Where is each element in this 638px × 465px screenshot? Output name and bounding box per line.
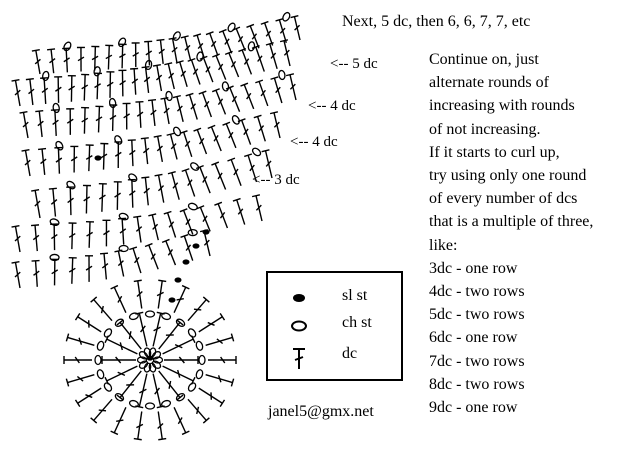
legend-label-sl-st: sl st bbox=[342, 287, 368, 304]
dc-stitch-symbol bbox=[75, 313, 103, 335]
dc-stitch-symbol bbox=[20, 112, 32, 139]
dc-stitch-symbol bbox=[133, 216, 145, 243]
stitch-legend bbox=[266, 271, 403, 381]
ch-stitch-symbol bbox=[103, 328, 113, 339]
dc-stitch-symbol bbox=[134, 411, 146, 440]
row-rule: 9dc - one row bbox=[429, 399, 518, 417]
dc-stitch-symbol bbox=[40, 78, 50, 104]
dc-stitch-symbol bbox=[70, 146, 78, 172]
dc-stitch-symbol bbox=[186, 93, 201, 120]
header-text: Next, 5 dc, then 6, 6, 7, 7, etc bbox=[342, 13, 531, 30]
dc-stitch-symbol bbox=[51, 110, 60, 136]
dc-stitch-symbol bbox=[199, 91, 215, 118]
row-arrow-4dc-label-2: <-- 4 dc bbox=[290, 134, 338, 150]
ch-stitch-symbol bbox=[278, 70, 285, 80]
dc-stitch-symbol bbox=[47, 49, 58, 74]
dc-stitch-symbol bbox=[26, 79, 37, 106]
instruction-line: increasing with rounds bbox=[429, 97, 575, 115]
row-rule: 7dc - two rows bbox=[429, 352, 525, 370]
dc-stitch-symbol bbox=[176, 61, 191, 88]
dc-stitch-symbol bbox=[153, 65, 165, 92]
ch-stitch-symbol bbox=[49, 218, 60, 227]
dc-stitch-symbol bbox=[12, 80, 24, 107]
dc-stitch-symbol bbox=[185, 297, 209, 323]
dc-stitch-symbol bbox=[118, 218, 128, 244]
dc-stitch-symbol bbox=[123, 103, 131, 129]
dc-stitch-symbol bbox=[188, 59, 204, 86]
row-arrow-4dc-label: <-- 4 dc bbox=[308, 98, 356, 114]
dc-stitch-symbol bbox=[280, 40, 294, 67]
dc-stitch-symbol bbox=[118, 70, 126, 96]
dc-stitch-symbol bbox=[161, 98, 173, 125]
dc-stitch-symbol bbox=[241, 83, 258, 110]
dc-stitch-symbol bbox=[181, 36, 195, 61]
ch-stitch-symbol bbox=[129, 400, 139, 408]
ch-stitch-symbol bbox=[146, 403, 155, 409]
dc-stitch-symbol bbox=[115, 250, 128, 277]
dc-stitch-symbol bbox=[211, 162, 229, 191]
dc-stitch-symbol bbox=[106, 72, 114, 98]
dc-stitch-symbol bbox=[35, 111, 46, 138]
dc-stitch-symbol bbox=[134, 280, 146, 309]
dc-stitch-symbol bbox=[208, 356, 236, 364]
instruction-line: If it starts to curl up, bbox=[429, 143, 560, 161]
dc-stitch-symbol bbox=[145, 244, 162, 271]
dc-stitch-symbol bbox=[205, 334, 234, 350]
dc-stitch-symbol bbox=[156, 40, 167, 65]
ch-stitch-symbol bbox=[138, 360, 149, 370]
dc-stitch-symbol bbox=[164, 63, 178, 90]
dc-stitch-symbol bbox=[64, 356, 92, 364]
dc-stitch-symbol bbox=[102, 356, 136, 364]
dc-stitch-symbol bbox=[93, 73, 102, 99]
dc-stitch-symbol bbox=[148, 100, 159, 127]
dc-stitch-symbol bbox=[266, 43, 281, 70]
row-rule: 5dc - two rows bbox=[429, 306, 525, 324]
ch-stitch-symbol bbox=[55, 140, 65, 151]
sl-stitch-symbol bbox=[147, 355, 154, 360]
dc-stitch-symbol bbox=[255, 80, 271, 107]
dc-stitch-symbol bbox=[129, 247, 144, 274]
dc-stitch-symbol bbox=[22, 150, 34, 177]
ch-stitch-symbol bbox=[117, 37, 127, 48]
dc-stitch-symbol bbox=[85, 222, 94, 248]
dc-stitch-symbol bbox=[197, 206, 214, 233]
sl-stitch-symbol bbox=[95, 155, 102, 160]
dc-stitch-symbol bbox=[80, 108, 89, 134]
row-rule: 6dc - one row bbox=[429, 329, 518, 347]
ch-stitch-symbol bbox=[248, 41, 255, 51]
dc-stitch-symbol bbox=[291, 16, 304, 41]
ch-stitch-symbol bbox=[231, 114, 241, 125]
dc-stitch-symbol bbox=[219, 30, 235, 55]
row-arrow-5dc-label: <-- 5 dc bbox=[330, 56, 378, 72]
dc-stitch-symbol bbox=[66, 109, 74, 135]
dc-stitch-symbol bbox=[238, 119, 254, 146]
sl-stitch-symbol bbox=[175, 277, 182, 282]
ch-stitch-symbol bbox=[187, 328, 197, 339]
dc-stitch-symbol bbox=[223, 122, 240, 149]
dc-stitch-symbol bbox=[254, 115, 269, 142]
dc-stitch-symbol bbox=[31, 225, 41, 252]
dc-stitch-symbol bbox=[162, 239, 179, 266]
dc-stitch-symbol bbox=[185, 397, 209, 423]
ch-stitch-symbol bbox=[165, 91, 172, 101]
dc-stitch-symbol bbox=[109, 105, 118, 131]
dc-stitch-symbol bbox=[181, 235, 197, 262]
row-rule: 3dc - one row bbox=[429, 259, 518, 277]
dc-stitch-symbol bbox=[164, 356, 198, 364]
dc-stitch-symbol bbox=[208, 125, 225, 152]
dc-stitch-symbol bbox=[227, 158, 244, 187]
dc-stitch-symbol bbox=[182, 169, 199, 198]
dc-stitch-symbol bbox=[271, 77, 286, 104]
dc-stitch-symbol bbox=[169, 38, 181, 63]
dc-stitch-symbol bbox=[91, 397, 115, 423]
ch-stitch-symbol bbox=[127, 173, 138, 183]
ch-stitch-symbol bbox=[95, 356, 101, 365]
instruction-line: alternate rounds of bbox=[429, 74, 549, 92]
dc-stitch-symbol bbox=[51, 259, 59, 285]
ch-stitch-symbol bbox=[42, 71, 49, 81]
dc-stitch-symbol bbox=[167, 133, 181, 160]
dc-stitch-symbol bbox=[205, 371, 234, 387]
legend-label-ch-st: ch st bbox=[342, 314, 372, 331]
dc-stitch-symbol bbox=[66, 187, 75, 215]
dc-stitch-symbol bbox=[193, 34, 208, 59]
dc-stitch-symbol bbox=[148, 214, 162, 241]
dc-stitch-symbol bbox=[100, 253, 110, 280]
row-arrow-3dc-label: <-- 3 dc bbox=[252, 172, 300, 188]
dc-stitch-symbol bbox=[180, 131, 196, 158]
dc-stitch-symbol bbox=[212, 89, 229, 116]
ch-stitch-symbol bbox=[63, 41, 73, 52]
ch-stitch-symbol bbox=[227, 22, 237, 33]
ch-stitch-symbol bbox=[189, 161, 200, 171]
dc-stitch-symbol bbox=[141, 177, 152, 206]
dc-stitch-symbol bbox=[66, 371, 95, 387]
dc-stitch-symbol bbox=[135, 102, 144, 128]
dc-stitch-symbol bbox=[173, 96, 187, 123]
dc-stitch-symbol bbox=[38, 149, 49, 176]
instruction-line: that is a multiple of three, bbox=[429, 213, 594, 231]
dc-stitch-symbol bbox=[197, 385, 225, 407]
row-rule: 8dc - two rows bbox=[429, 375, 525, 393]
dc-stitch-symbol bbox=[194, 128, 211, 155]
dc-stitch-symbol bbox=[95, 106, 104, 132]
ch-stitch-symbol bbox=[188, 202, 199, 211]
ch-stitch-symbol bbox=[199, 356, 205, 365]
dc-stitch-symbol bbox=[32, 50, 44, 75]
instruction-line: try using only one round bbox=[429, 167, 587, 185]
dc-stitch-symbol bbox=[114, 142, 122, 168]
dc-stitch-symbol bbox=[233, 27, 249, 52]
dc-stitch-symbol bbox=[32, 261, 42, 287]
instruction-line: like: bbox=[429, 236, 458, 254]
ch-stitch-symbol bbox=[103, 382, 113, 393]
dc-stitch-symbol bbox=[102, 220, 110, 246]
dc-stitch-symbol bbox=[141, 138, 152, 165]
ch-stitch-symbol bbox=[96, 369, 104, 379]
row-rule: 4dc - two rows bbox=[429, 283, 525, 301]
author-email: janel5@gmx.net bbox=[268, 403, 374, 420]
dc-stitch-symbol bbox=[12, 262, 24, 289]
dc-stitch-symbol bbox=[214, 202, 231, 229]
dc-stitch-symbol bbox=[80, 74, 89, 100]
dc-symbol-icon bbox=[293, 349, 305, 369]
dc-stitch-symbol bbox=[233, 199, 249, 226]
dc-stitch-symbol bbox=[170, 406, 189, 435]
dc-stitch-symbol bbox=[168, 172, 183, 201]
sl-stitch-symbol bbox=[193, 243, 200, 248]
ch-stitch-symbol bbox=[222, 81, 229, 91]
dc-stitch-symbol bbox=[212, 54, 229, 81]
dc-stitch-symbol bbox=[31, 190, 44, 219]
dc-stitch-symbol bbox=[164, 212, 180, 239]
ch-stitch-symbol bbox=[119, 245, 128, 251]
dc-stitch-symbol bbox=[200, 56, 217, 83]
dc-stitch-symbol bbox=[238, 49, 255, 76]
ch-stitch-symbol bbox=[151, 360, 162, 370]
dc-stitch-symbol bbox=[54, 77, 62, 103]
dc-stitch-symbol bbox=[104, 45, 113, 69]
dc-stitch-symbol bbox=[85, 256, 93, 282]
sl-st-symbol-icon bbox=[293, 294, 305, 302]
dc-stitch-symbol bbox=[62, 48, 71, 72]
ch-stitch-symbol bbox=[195, 341, 203, 351]
dc-stitch-symbol bbox=[197, 313, 225, 335]
ch-stitch-symbol bbox=[146, 311, 155, 317]
dc-stitch-symbol bbox=[68, 258, 77, 284]
legend-label-dc: dc bbox=[342, 345, 358, 362]
ch-stitch-symbol bbox=[281, 11, 291, 22]
sl-stitch-symbol bbox=[183, 259, 190, 264]
dc-stitch-symbol bbox=[98, 184, 107, 212]
ch-stitch-symbol bbox=[113, 135, 123, 146]
sl-stitch-symbol bbox=[169, 297, 176, 302]
dc-stitch-symbol bbox=[111, 406, 130, 435]
dc-stitch-symbol bbox=[155, 174, 168, 203]
dc-stitch-symbol bbox=[206, 32, 222, 57]
ch-stitch-symbol bbox=[187, 382, 197, 393]
dc-stitch-symbol bbox=[144, 41, 153, 65]
dc-stitch-symbol bbox=[68, 223, 77, 249]
dc-stitch-symbol bbox=[261, 22, 277, 47]
dc-stitch-symbol bbox=[49, 188, 60, 217]
dc-stitch-symbol bbox=[113, 182, 121, 210]
instruction-line: of not increasing. bbox=[429, 120, 541, 138]
dc-stitch-symbol bbox=[50, 224, 58, 250]
dc-stitch-symbol bbox=[252, 195, 266, 222]
dc-stitch-symbol bbox=[196, 166, 214, 195]
ch-stitch-symbol bbox=[161, 400, 171, 408]
dc-stitch-symbol bbox=[85, 145, 94, 171]
dc-stitch-symbol bbox=[66, 334, 95, 350]
dc-stitch-symbol bbox=[154, 411, 166, 440]
ch-stitch-symbol bbox=[195, 369, 203, 379]
dc-stitch-symbol bbox=[91, 297, 115, 323]
dc-stitch-symbol bbox=[225, 51, 242, 78]
dc-stitch-symbol bbox=[82, 185, 91, 213]
dc-stitch-symbol bbox=[77, 47, 85, 71]
dc-stitch-symbol bbox=[226, 86, 243, 113]
dc-stitch-symbol bbox=[128, 180, 137, 208]
dc-stitch-symbol bbox=[128, 140, 137, 166]
dc-stitch-symbol bbox=[252, 46, 268, 73]
dc-stitch-symbol bbox=[118, 44, 127, 68]
ch-stitch-symbol bbox=[172, 126, 182, 137]
dc-stitch-symbol bbox=[142, 67, 153, 94]
ch-st-symbol-icon bbox=[292, 322, 306, 331]
dc-stitch-symbol bbox=[286, 74, 300, 101]
ch-stitch-symbol bbox=[118, 212, 129, 221]
ch-stitch-symbol bbox=[251, 147, 262, 157]
instructions-block bbox=[429, 48, 593, 419]
dc-stitch-symbol bbox=[130, 69, 140, 95]
dc-stitch-symbol bbox=[154, 136, 167, 163]
ch-stitch-symbol bbox=[66, 180, 77, 190]
instruction-line: of every number of dcs bbox=[429, 190, 578, 208]
dc-stitch-symbol bbox=[12, 226, 24, 253]
dc-stitch-symbol bbox=[67, 76, 75, 102]
dc-stitch-symbol bbox=[75, 385, 103, 407]
dc-stitch-symbol bbox=[111, 286, 130, 315]
instruction-line: Continue on, just bbox=[429, 51, 539, 68]
ch-stitch-symbol bbox=[96, 341, 104, 351]
dc-stitch-symbol bbox=[154, 280, 166, 309]
ch-stitch-symbol bbox=[161, 312, 171, 320]
dc-stitch-symbol bbox=[54, 148, 63, 174]
ch-stitch-symbol bbox=[129, 312, 139, 320]
dc-stitch-symbol bbox=[132, 43, 140, 67]
ch-stitch-symbol bbox=[52, 103, 59, 113]
dc-stitch-symbol bbox=[270, 112, 284, 139]
